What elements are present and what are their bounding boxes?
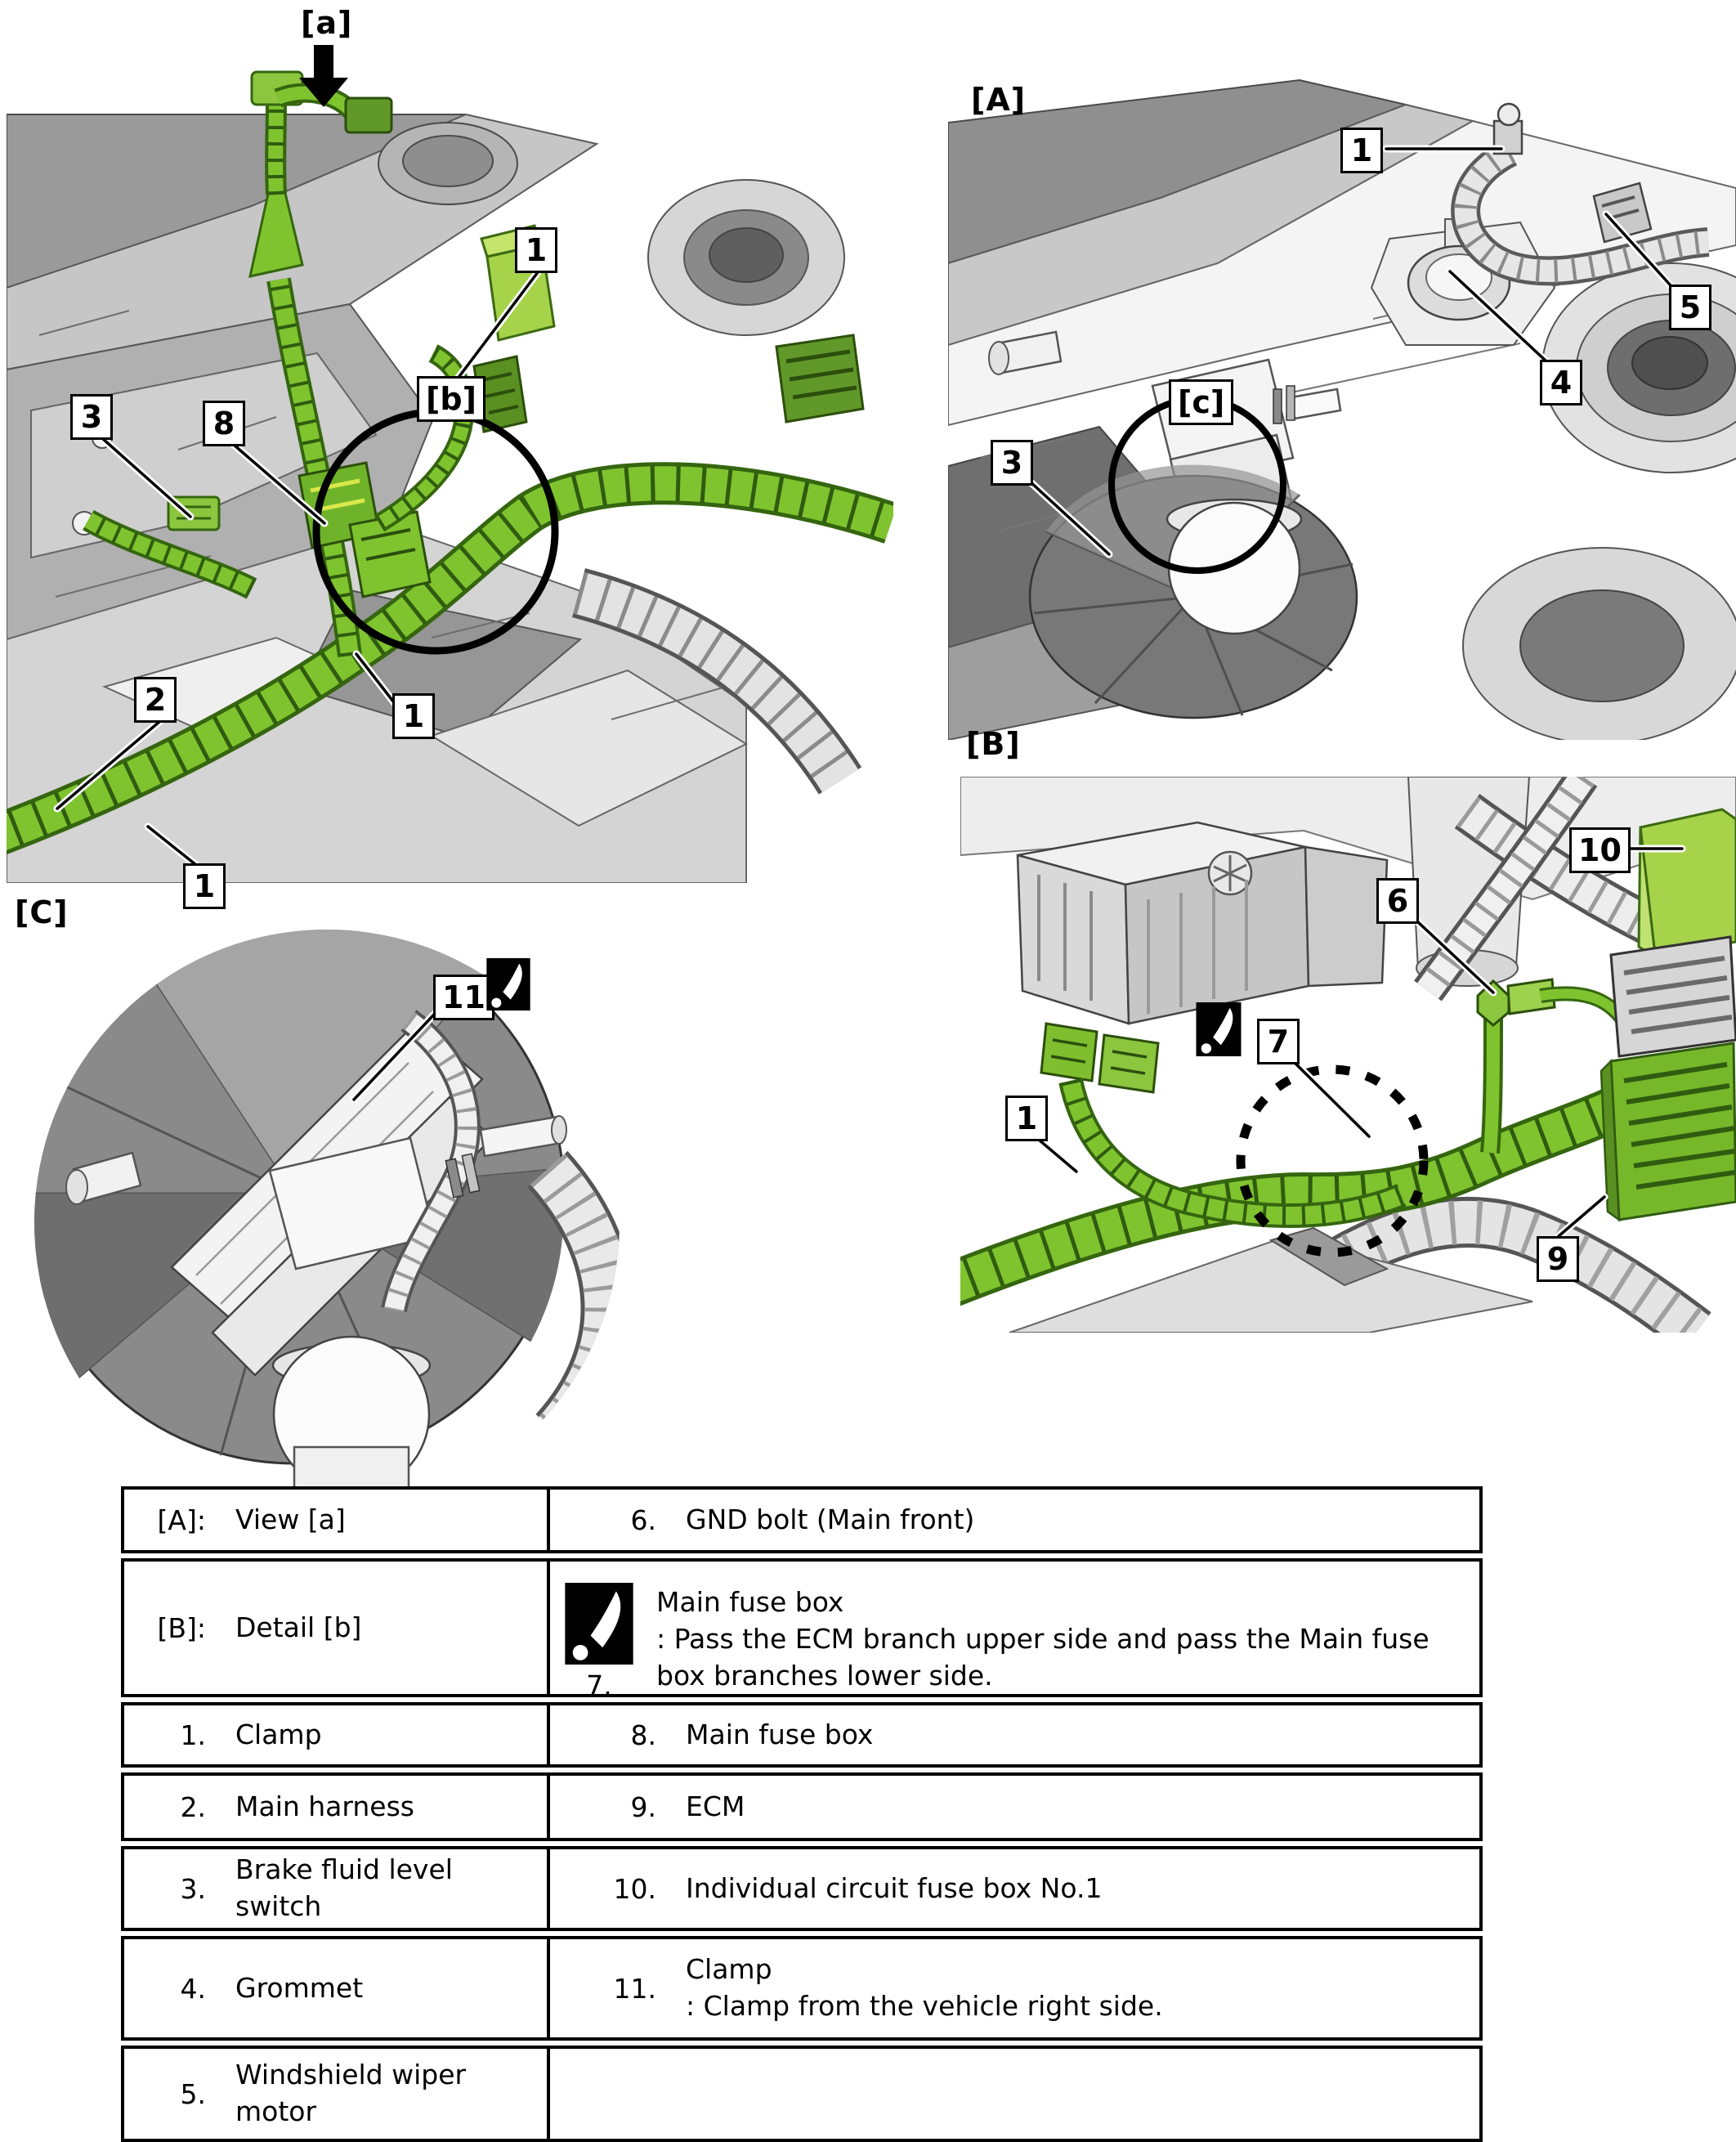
table-row [121, 1772, 1483, 1841]
table-row [121, 1558, 1483, 1701]
down-arrow-icon [298, 45, 350, 107]
callout-clamp: 11 [433, 975, 494, 1020]
legend-key: [B]: [157, 1611, 206, 1644]
legend-key: 8. [630, 1719, 656, 1751]
callout-windshield-wiper-motor: 5 [1669, 285, 1711, 330]
callout-main-fuse-box: 8 [203, 401, 245, 446]
callout-main-harness: 2 [134, 677, 177, 723]
legend-key: 11. [613, 1972, 656, 2005]
detail-c-illustration [25, 924, 646, 1504]
legend-text: Brake fluid level switch [235, 1853, 453, 1922]
callout-fuse-box-no1: 10 [1569, 827, 1631, 873]
legend-key: 9. [630, 1790, 656, 1823]
legend-text: View [a] [235, 1503, 346, 1535]
main-view-illustration [7, 65, 893, 883]
legend-key: 6. [630, 1503, 656, 1536]
legend-text: Grommet [235, 1971, 364, 2004]
table-row [121, 1702, 1483, 1768]
legend-key: 7. [586, 1669, 612, 1701]
view-a-illustration [948, 74, 1736, 740]
individual-circuit-fuse-box-no1 [1639, 809, 1736, 957]
legend-text: GND bolt (Main front) [686, 1503, 975, 1535]
legend-key: [A]: [157, 1503, 206, 1536]
legend-note: : Pass the ECM branch upper side and pass the Main fuse box branches lower side. [656, 1622, 1430, 1692]
legend-note: : Clamp from the vehicle right side. [686, 1990, 1163, 2022]
quill-pen-note-icon [565, 1583, 633, 1665]
legend-key: 5. [180, 2077, 206, 2110]
callout-grommet: 4 [1540, 360, 1582, 406]
legend-text: Main harness [235, 1790, 414, 1822]
callout-clamp: 1 [1340, 128, 1383, 173]
callout-brake-fluid-switch: 3 [991, 440, 1033, 486]
callout-clamp: 1 [1005, 1096, 1048, 1141]
detail-b-panel-label: [B] [966, 726, 1021, 762]
legend-key: 4. [180, 1972, 206, 2005]
legend-text: Main fuse box [686, 1718, 874, 1750]
ecm-upper-connector [1611, 937, 1736, 1056]
callout-ecm: 9 [1537, 1236, 1579, 1282]
legend-key: 2. [180, 1790, 206, 1823]
legend-text: Clamp [235, 1718, 322, 1750]
view-a-label: [A] [971, 82, 1027, 118]
callout-gnd-bolt: 6 [1376, 878, 1419, 924]
legend-text: Detail [b] [235, 1611, 362, 1643]
table-row [121, 1846, 1483, 1931]
main-fuse-box-connectors [1041, 1024, 1158, 1092]
legend-text: Clamp [686, 1953, 772, 1986]
callout-clamp: 1 [183, 863, 226, 909]
main-fuse-box-body [1018, 822, 1387, 1024]
legend-text: Windshield wiper motor [235, 2059, 467, 2127]
table-row [121, 2046, 1483, 2142]
legend-table [121, 1486, 1483, 2142]
legend-key: 1. [180, 1719, 206, 1751]
legend-text: Individual circuit fuse box No.1 [686, 1871, 1103, 1904]
ecm [1601, 1043, 1736, 1220]
callout-pass-note: 7 [1257, 1019, 1300, 1064]
legend-key: 3. [180, 1872, 206, 1905]
callout-brake-fluid-switch: 3 [70, 394, 113, 440]
legend-text: Main fuse box [656, 1586, 844, 1618]
detail-c-label: [c] [1169, 379, 1233, 425]
quill-pen-note-icon [485, 958, 531, 1011]
table-row [121, 1936, 1483, 2041]
view-direction-label-a: [a] [301, 5, 353, 41]
callout-clamp: 1 [392, 693, 435, 739]
legend-key: 10. [613, 1872, 656, 1905]
callout-clamp: 1 [515, 227, 557, 273]
table-row [121, 1486, 1483, 1553]
legend-text: ECM [686, 1790, 745, 1822]
detail-b-label: [b] [417, 376, 485, 422]
harness-connector-right [776, 335, 863, 422]
quill-pen-note-icon [1195, 1002, 1242, 1056]
detail-c-panel-label: [C] [15, 894, 69, 930]
